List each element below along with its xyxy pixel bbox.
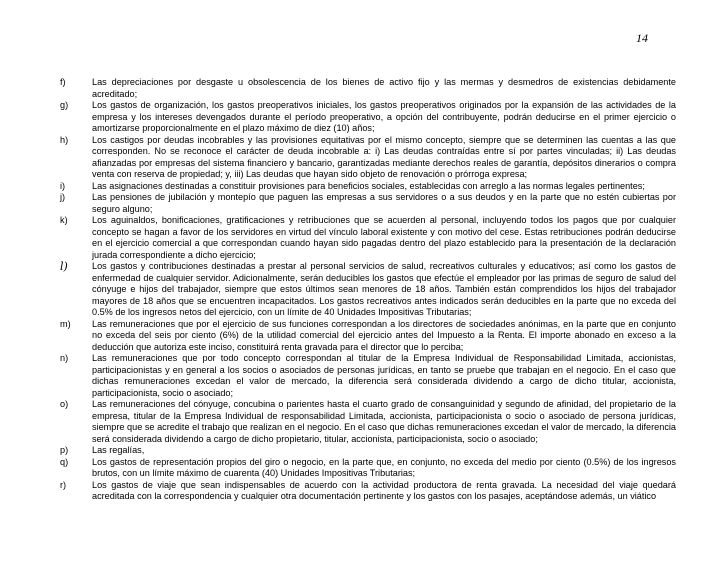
item-marker: i)	[60, 180, 66, 191]
item-marker: k)	[60, 215, 68, 225]
list-item	[60, 181, 676, 193]
item-marker: g)	[60, 100, 69, 110]
item-marker: f)	[60, 77, 66, 87]
list-item	[60, 77, 676, 100]
list-item	[60, 192, 676, 215]
item-marker: r)	[60, 479, 67, 490]
list-item	[60, 261, 676, 319]
item-text: Las remuneraciones que por todo concepto correspondan al titular de la Empresa Individual de Responsabilidad Limitada, accionistas, participacionistas y en general a los socios o asociados de personas jurídicas, en tanto se pruebe que trabajan en el negocio. En el caso que dichas remuneraciones excedan el valor de mercado, la diferencia será considerada dividendo a cargo de dicho titular, accionista, participacionista, socio o asociado;	[92, 353, 676, 398]
item-marker: j)	[60, 192, 66, 202]
list-item	[60, 353, 676, 399]
item-text: Las depreciaciones por desgaste u obsolescencia de los bienes de activo fijo y las mermas y desmedros de existencias debidamente acreditado;	[92, 77, 676, 99]
item-text: Las pensiones de jubilación y montepío que paguen las empresas a sus servidores o a sus deudos y en la parte que no estén cubiertas por seguro alguno;	[92, 192, 676, 214]
item-text: Las remuneraciones que por el ejercicio de sus funciones correspondan a los directores de sociedades anónimas, en la parte que en conjunto no exceda del seis por ciento (6%) de la utilidad comercial del ejercicio antes del Impuesto a la Renta. El importe abonado en exceso a la deducción que autoriza este inciso, constituirá renta gravada para el director que lo perciba;	[92, 318, 676, 352]
item-text: Los gastos de representación propios del giro o negocio, en la parte que, en conjunto, no exceda del medio por ciento (0.5%) de los ingresos brutos, con un límite máximo de cuarenta (40) Unidades Impositivas Tributarias;	[92, 456, 676, 478]
page-number: 14	[636, 31, 648, 45]
item-text: Los gastos de viaje que sean indispensables de acuerdo con la actividad productora de renta gravada. La necesidad del viaje quedará acreditada con la correspondencia y cualquier otra documentación pertinente y los gastos con los pasajes, aceptándose además, un viático	[92, 479, 676, 501]
item-text: Las asignaciones destinadas a constituir provisiones para beneficios sociales, establecidas con arreglo a las normas legales pertinentes;	[92, 180, 645, 191]
list-item	[60, 215, 676, 261]
item-marker: l)	[60, 260, 68, 273]
item-marker: m)	[60, 318, 71, 329]
clause-list	[60, 77, 676, 503]
list-item	[60, 445, 676, 457]
list-item	[60, 100, 676, 135]
list-item	[60, 399, 676, 445]
item-marker: n)	[60, 353, 69, 363]
item-marker: p)	[60, 445, 69, 455]
item-text: Los aguinaldos, bonificaciones, gratificaciones y retribuciones que se acuerden al personal, incluyendo todos los pagos que por cualquier concepto se hagan a favor de los servidores en virtud del vínculo laboral existente y con motivo del cese. Estas retribuciones podrán deducirse en el ejercicio comercial a que correspondan cuando hayan sido pagadas dentro del plazo establecido para la presentación de la declaración jurada correspondiente a dicho ejercicio;	[92, 215, 676, 260]
item-text: Las remuneraciones del cónyuge, concubina o parientes hasta el cuarto grado de consanguinidad y segundo de afinidad, del propietario de la empresa, titular de la Empresa Individual de responsabilidad Limitada, accionista, participacionista o socio o asociado de persona jurídicas, siempre que se acredite el trabajo que realizan en el negocio. En el caso que dichas remuneraciones excedan el valor de mercado, la diferencia será considerada dividendo a cargo de dicho propietario, titular, accionista, participacionista, socio o asociado;	[92, 399, 676, 444]
list-item	[60, 135, 676, 181]
list-item	[60, 480, 676, 503]
item-text: Las regalías,	[92, 445, 145, 455]
item-marker: o)	[60, 399, 69, 409]
list-item	[60, 319, 676, 354]
item-marker: q)	[60, 456, 69, 467]
item-marker: h)	[60, 134, 69, 145]
item-text: Los gastos y contribuciones destinadas a prestar al personal servicios de salud, recreativos culturales y educativos; así como los gastos de enfermedad de cualquier servidor. Adicionalmente, serán deducibles los gastos que efectúe el empleador por las primas de seguro de salud del cónyuge e hijos del trabajador, siempre que estos últimos sean menores de 18 años. También están comprendidos los hijos del trabajador mayores de 18 años que se encuentren incapacitados. Los gastos recreativos antes indicados serán deducibles en la parte que no exceda del 0.5% de los ingresos netos del ejercicio, con un límite de 40 Unidades Impositivas Tributarias;	[92, 261, 676, 317]
item-text: Los gastos de organización, los gastos preoperativos iniciales, los gastos preoperativos originados por la expansión de las actividades de la empresa y los intereses devengados durante el período preoperativo, a opción del contribuyente, podrán deducirse en el primer ejercicio o amortizarse proporcionalmente en el plazo máximo de diez (10) años;	[92, 100, 676, 133]
list-item	[60, 457, 676, 480]
item-text: Los castigos por deudas incobrables y las provisiones equitativas por el mismo concepto, siempre que se determinen las cuentas a las que corresponden. No se reconoce el carácter de deuda incobrable a: i) Las deudas contraídas entre sí por partes vinculadas; ii) Las deudas afianzadas por empresas del sistema financiero y bancario, garantizadas mediante derechos reales de garantía, depósitos dinerarios o compra venta con reserva de propiedad; y, iii) Las deudas que hayan sido objeto de renovación o prórroga expresa;	[92, 134, 676, 179]
